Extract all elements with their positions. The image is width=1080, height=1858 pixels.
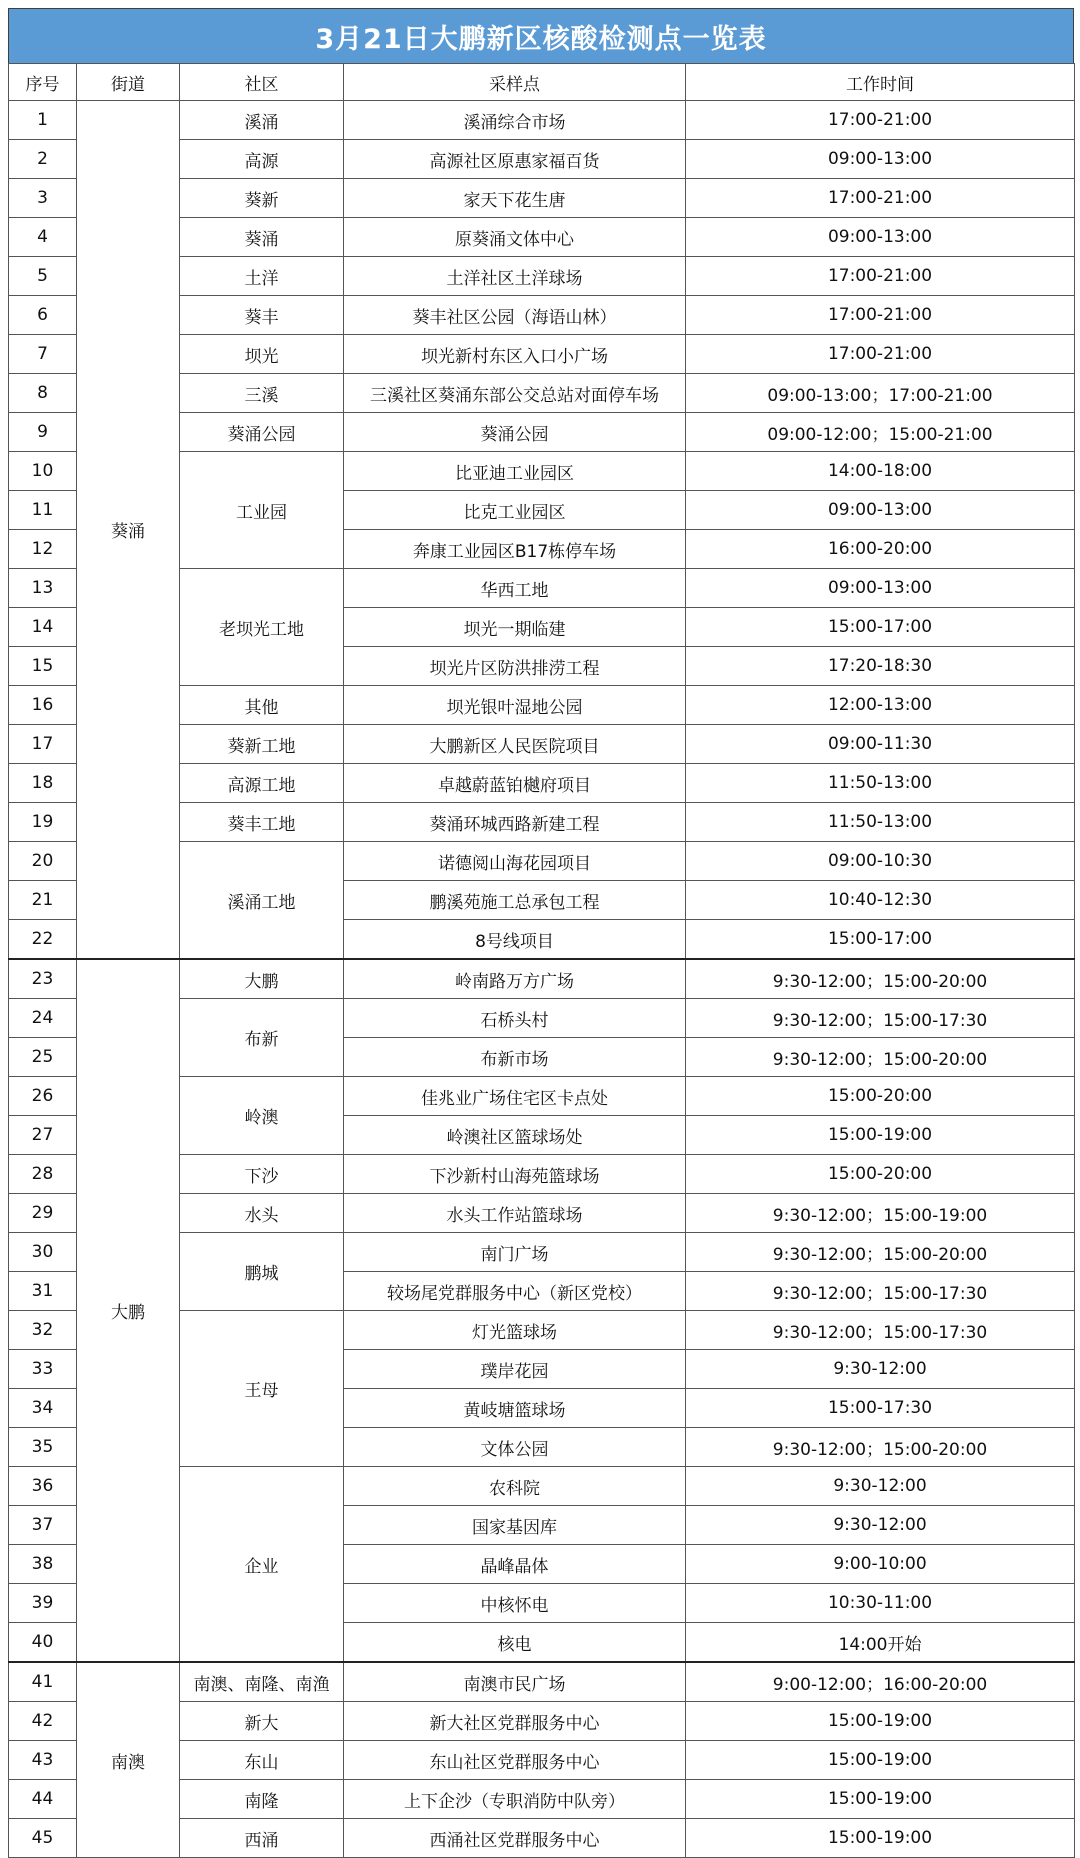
row-number: 11 (9, 491, 77, 530)
table-row (9, 959, 1075, 999)
site-cell: 国家基因库 (344, 1506, 686, 1545)
site-cell: 三溪社区葵涌东部公交总站对面停车场 (344, 374, 686, 413)
community-cell: 布新 (180, 999, 344, 1077)
row-number: 43 (9, 1741, 77, 1780)
row-number: 34 (9, 1389, 77, 1428)
site-cell: 葵涌公园 (344, 413, 686, 452)
community-cell: 高源工地 (180, 764, 344, 803)
time-cell: 9:30-12:00；15:00-20:00 (686, 1233, 1075, 1272)
time-cell: 11:50-13:00 (686, 803, 1075, 842)
site-cell: 西涌社区党群服务中心 (344, 1819, 686, 1858)
table-row (9, 101, 1075, 140)
site-cell: 佳兆业广场住宅区卡点处 (344, 1077, 686, 1116)
site-cell: 中核怀电 (344, 1584, 686, 1623)
row-number: 35 (9, 1428, 77, 1467)
row-number: 45 (9, 1819, 77, 1858)
street-cell: 南澳 (77, 1662, 180, 1858)
site-cell: 比克工业园区 (344, 491, 686, 530)
row-number: 32 (9, 1311, 77, 1350)
time-cell: 9:30-12:00；15:00-17:30 (686, 999, 1075, 1038)
row-number: 31 (9, 1272, 77, 1311)
community-cell: 新大 (180, 1702, 344, 1741)
time-cell: 15:00-19:00 (686, 1702, 1075, 1741)
time-cell: 9:30-12:00；15:00-20:00 (686, 1428, 1075, 1467)
page-title: 3月21日大鹏新区核酸检测点一览表 (8, 8, 1074, 63)
community-cell: 老坝光工地 (180, 569, 344, 686)
site-cell: 南澳市民广场 (344, 1662, 686, 1702)
time-cell: 09:00-13:00 (686, 491, 1075, 530)
time-cell: 15:00-20:00 (686, 1155, 1075, 1194)
row-number: 30 (9, 1233, 77, 1272)
time-cell: 15:00-19:00 (686, 1780, 1075, 1819)
site-cell: 文体公园 (344, 1428, 686, 1467)
community-cell: 其他 (180, 686, 344, 725)
row-number: 17 (9, 725, 77, 764)
time-cell: 9:30-12:00；15:00-20:00 (686, 959, 1075, 999)
time-cell: 9:30-12:00；15:00-17:30 (686, 1311, 1075, 1350)
row-number: 26 (9, 1077, 77, 1116)
community-cell: 葵丰 (180, 296, 344, 335)
community-cell: 葵丰工地 (180, 803, 344, 842)
row-number: 25 (9, 1038, 77, 1077)
site-cell: 卓越蔚蓝铂樾府项目 (344, 764, 686, 803)
row-number: 15 (9, 647, 77, 686)
street-cell: 大鹏 (77, 959, 180, 1662)
row-number: 38 (9, 1545, 77, 1584)
time-cell: 14:00-18:00 (686, 452, 1075, 491)
row-number: 3 (9, 179, 77, 218)
site-cell: 东山社区党群服务中心 (344, 1741, 686, 1780)
site-cell: 大鹏新区人民医院项目 (344, 725, 686, 764)
time-cell: 09:00-13:00 (686, 140, 1075, 179)
table-container (8, 8, 1074, 1858)
row-number: 36 (9, 1467, 77, 1506)
time-cell: 9:30-12:00；15:00-17:30 (686, 1272, 1075, 1311)
site-cell: 较场尾党群服务中心（新区党校） (344, 1272, 686, 1311)
time-cell: 9:30-12:00 (686, 1506, 1075, 1545)
header-site: 采样点 (344, 64, 686, 101)
time-cell: 10:40-12:30 (686, 881, 1075, 920)
time-cell: 15:00-17:00 (686, 608, 1075, 647)
community-cell: 东山 (180, 1741, 344, 1780)
time-cell: 17:20-18:30 (686, 647, 1075, 686)
community-cell: 下沙 (180, 1155, 344, 1194)
community-cell: 企业 (180, 1467, 344, 1663)
site-cell: 水头工作站篮球场 (344, 1194, 686, 1233)
row-number: 9 (9, 413, 77, 452)
site-cell: 核电 (344, 1623, 686, 1663)
row-number: 41 (9, 1662, 77, 1702)
row-number: 28 (9, 1155, 77, 1194)
community-cell: 高源 (180, 140, 344, 179)
row-number: 44 (9, 1780, 77, 1819)
row-number: 12 (9, 530, 77, 569)
table-row (9, 1662, 1075, 1702)
community-cell: 鹏城 (180, 1233, 344, 1311)
community-cell: 土洋 (180, 257, 344, 296)
site-cell: 灯光篮球场 (344, 1311, 686, 1350)
site-cell: 高源社区原惠家福百货 (344, 140, 686, 179)
community-cell: 工业园 (180, 452, 344, 569)
row-number: 29 (9, 1194, 77, 1233)
time-cell: 14:00开始 (686, 1623, 1075, 1663)
community-cell: 王母 (180, 1311, 344, 1467)
site-cell: 葵丰社区公园（海语山林） (344, 296, 686, 335)
time-cell: 15:00-20:00 (686, 1077, 1075, 1116)
row-number: 18 (9, 764, 77, 803)
time-cell: 09:00-13:00 (686, 569, 1075, 608)
header-row (9, 64, 1075, 101)
site-cell: 农科院 (344, 1467, 686, 1506)
site-cell: 坝光一期临建 (344, 608, 686, 647)
community-cell: 葵新 (180, 179, 344, 218)
site-cell: 岭澳社区篮球场处 (344, 1116, 686, 1155)
header-no: 序号 (9, 64, 77, 101)
time-cell: 9:30-12:00 (686, 1467, 1075, 1506)
time-cell: 9:00-12:00；16:00-20:00 (686, 1662, 1075, 1702)
row-number: 42 (9, 1702, 77, 1741)
time-cell: 15:00-19:00 (686, 1819, 1075, 1858)
time-cell: 12:00-13:00 (686, 686, 1075, 725)
time-cell: 16:00-20:00 (686, 530, 1075, 569)
row-number: 20 (9, 842, 77, 881)
row-number: 19 (9, 803, 77, 842)
time-cell: 17:00-21:00 (686, 257, 1075, 296)
row-number: 16 (9, 686, 77, 725)
table-body (9, 101, 1075, 1858)
row-number: 22 (9, 920, 77, 960)
row-number: 7 (9, 335, 77, 374)
site-cell: 黄岐塘篮球场 (344, 1389, 686, 1428)
community-cell: 三溪 (180, 374, 344, 413)
site-cell: 8号线项目 (344, 920, 686, 960)
testing-sites-table (8, 63, 1075, 1858)
time-cell: 9:30-12:00；15:00-19:00 (686, 1194, 1075, 1233)
row-number: 23 (9, 959, 77, 999)
site-cell: 比亚迪工业园区 (344, 452, 686, 491)
community-cell: 葵新工地 (180, 725, 344, 764)
site-cell: 石桥头村 (344, 999, 686, 1038)
site-cell: 坝光银叶湿地公园 (344, 686, 686, 725)
site-cell: 溪涌综合市场 (344, 101, 686, 140)
row-number: 27 (9, 1116, 77, 1155)
site-cell: 葵涌环城西路新建工程 (344, 803, 686, 842)
time-cell: 9:30-12:00 (686, 1350, 1075, 1389)
time-cell: 15:00-19:00 (686, 1741, 1075, 1780)
header-street: 街道 (77, 64, 180, 101)
time-cell: 9:00-10:00 (686, 1545, 1075, 1584)
site-cell: 璞岸花园 (344, 1350, 686, 1389)
site-cell: 南门广场 (344, 1233, 686, 1272)
time-cell: 17:00-21:00 (686, 335, 1075, 374)
row-number: 6 (9, 296, 77, 335)
time-cell: 17:00-21:00 (686, 296, 1075, 335)
community-cell: 南澳、南隆、南渔 (180, 1662, 344, 1702)
site-cell: 鹏溪苑施工总承包工程 (344, 881, 686, 920)
site-cell: 土洋社区土洋球场 (344, 257, 686, 296)
row-number: 40 (9, 1623, 77, 1663)
row-number: 1 (9, 101, 77, 140)
site-cell: 坝光片区防洪排涝工程 (344, 647, 686, 686)
row-number: 10 (9, 452, 77, 491)
row-number: 2 (9, 140, 77, 179)
time-cell: 09:00-10:30 (686, 842, 1075, 881)
site-cell: 上下企沙（专职消防中队旁） (344, 1780, 686, 1819)
row-number: 37 (9, 1506, 77, 1545)
time-cell: 15:00-17:00 (686, 920, 1075, 960)
site-cell: 家天下花生唐 (344, 179, 686, 218)
time-cell: 9:30-12:00；15:00-20:00 (686, 1038, 1075, 1077)
site-cell: 华西工地 (344, 569, 686, 608)
community-cell: 葵涌公园 (180, 413, 344, 452)
header-community: 社区 (180, 64, 344, 101)
row-number: 14 (9, 608, 77, 647)
time-cell: 15:00-19:00 (686, 1116, 1075, 1155)
row-number: 21 (9, 881, 77, 920)
time-cell: 15:00-17:30 (686, 1389, 1075, 1428)
time-cell: 09:00-12:00；15:00-21:00 (686, 413, 1075, 452)
time-cell: 09:00-11:30 (686, 725, 1075, 764)
community-cell: 南隆 (180, 1780, 344, 1819)
time-cell: 09:00-13:00 (686, 218, 1075, 257)
community-cell: 溪涌工地 (180, 842, 344, 960)
row-number: 33 (9, 1350, 77, 1389)
header-time: 工作时间 (686, 64, 1075, 101)
site-cell: 原葵涌文体中心 (344, 218, 686, 257)
site-cell: 坝光新村东区入口小广场 (344, 335, 686, 374)
site-cell: 下沙新村山海苑篮球场 (344, 1155, 686, 1194)
site-cell: 诺德阅山海花园项目 (344, 842, 686, 881)
community-cell: 水头 (180, 1194, 344, 1233)
community-cell: 葵涌 (180, 218, 344, 257)
community-cell: 西涌 (180, 1819, 344, 1858)
time-cell: 17:00-21:00 (686, 179, 1075, 218)
row-number: 24 (9, 999, 77, 1038)
site-cell: 新大社区党群服务中心 (344, 1702, 686, 1741)
row-number: 5 (9, 257, 77, 296)
row-number: 13 (9, 569, 77, 608)
time-cell: 11:50-13:00 (686, 764, 1075, 803)
time-cell: 17:00-21:00 (686, 101, 1075, 140)
community-cell: 大鹏 (180, 959, 344, 999)
time-cell: 09:00-13:00；17:00-21:00 (686, 374, 1075, 413)
community-cell: 坝光 (180, 335, 344, 374)
time-cell: 10:30-11:00 (686, 1584, 1075, 1623)
site-cell: 岭南路万方广场 (344, 959, 686, 999)
site-cell: 晶峰晶体 (344, 1545, 686, 1584)
row-number: 39 (9, 1584, 77, 1623)
row-number: 8 (9, 374, 77, 413)
community-cell: 溪涌 (180, 101, 344, 140)
street-cell: 葵涌 (77, 101, 180, 960)
community-cell: 岭澳 (180, 1077, 344, 1155)
site-cell: 奔康工业园区B17栋停车场 (344, 530, 686, 569)
row-number: 4 (9, 218, 77, 257)
site-cell: 布新市场 (344, 1038, 686, 1077)
